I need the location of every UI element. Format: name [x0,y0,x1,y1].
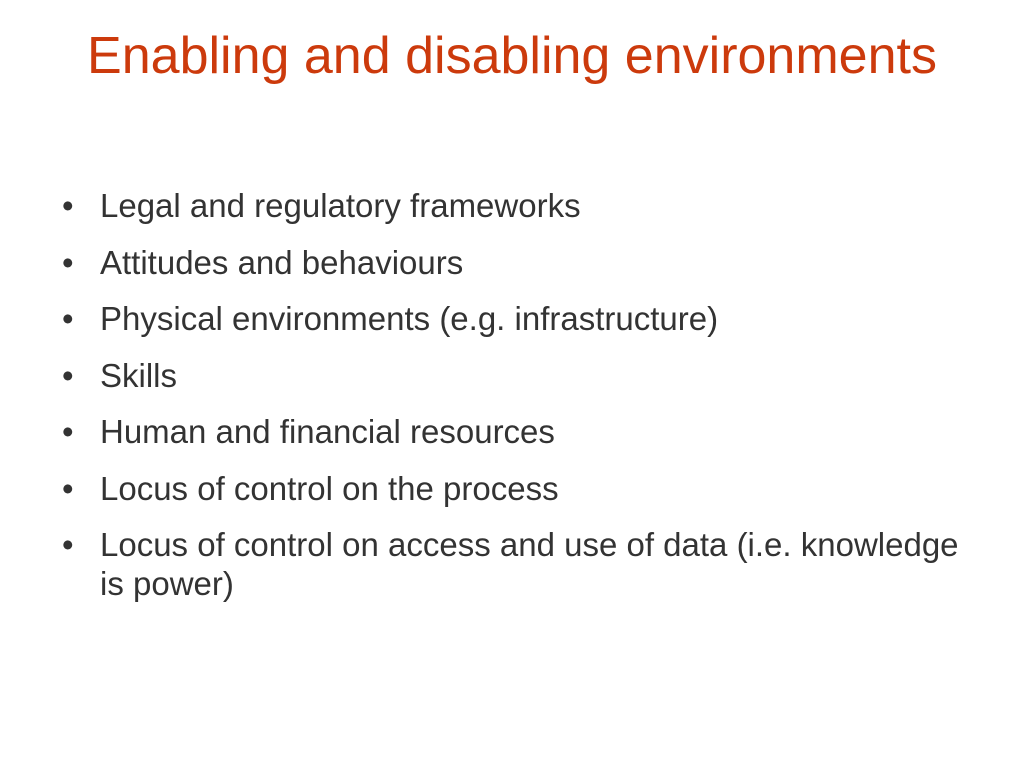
list-item [54,469,974,508]
bullet-icon: • [62,413,74,450]
bullet-icon: • [62,187,74,224]
bullet-text: Human and financial resources [100,413,555,450]
bullet-icon: • [62,469,74,507]
bullet-icon: • [62,526,74,563]
bullet-icon: • [62,356,74,394]
list-item [54,412,974,451]
bullet-text: Locus of control on access and use of data (i.e. knowledge is power) [100,526,959,602]
bullet-icon: • [62,300,74,337]
bullet-text: Legal and regulatory frameworks [100,187,581,224]
bullet-list [54,186,974,621]
bullet-text: Locus of control on the process [100,469,559,507]
list-item [54,299,974,338]
list-item [54,525,974,603]
list-item [54,186,974,225]
bullet-text: Attitudes and behaviours [100,243,464,281]
bullet-text: Physical environments (e.g. infrastructure) [100,300,719,337]
list-item [54,356,974,395]
slide-title: Enabling and disabling environments [87,27,937,85]
list-item [54,243,974,282]
bullet-icon: • [62,243,74,281]
bullet-text: Skills [100,356,178,394]
